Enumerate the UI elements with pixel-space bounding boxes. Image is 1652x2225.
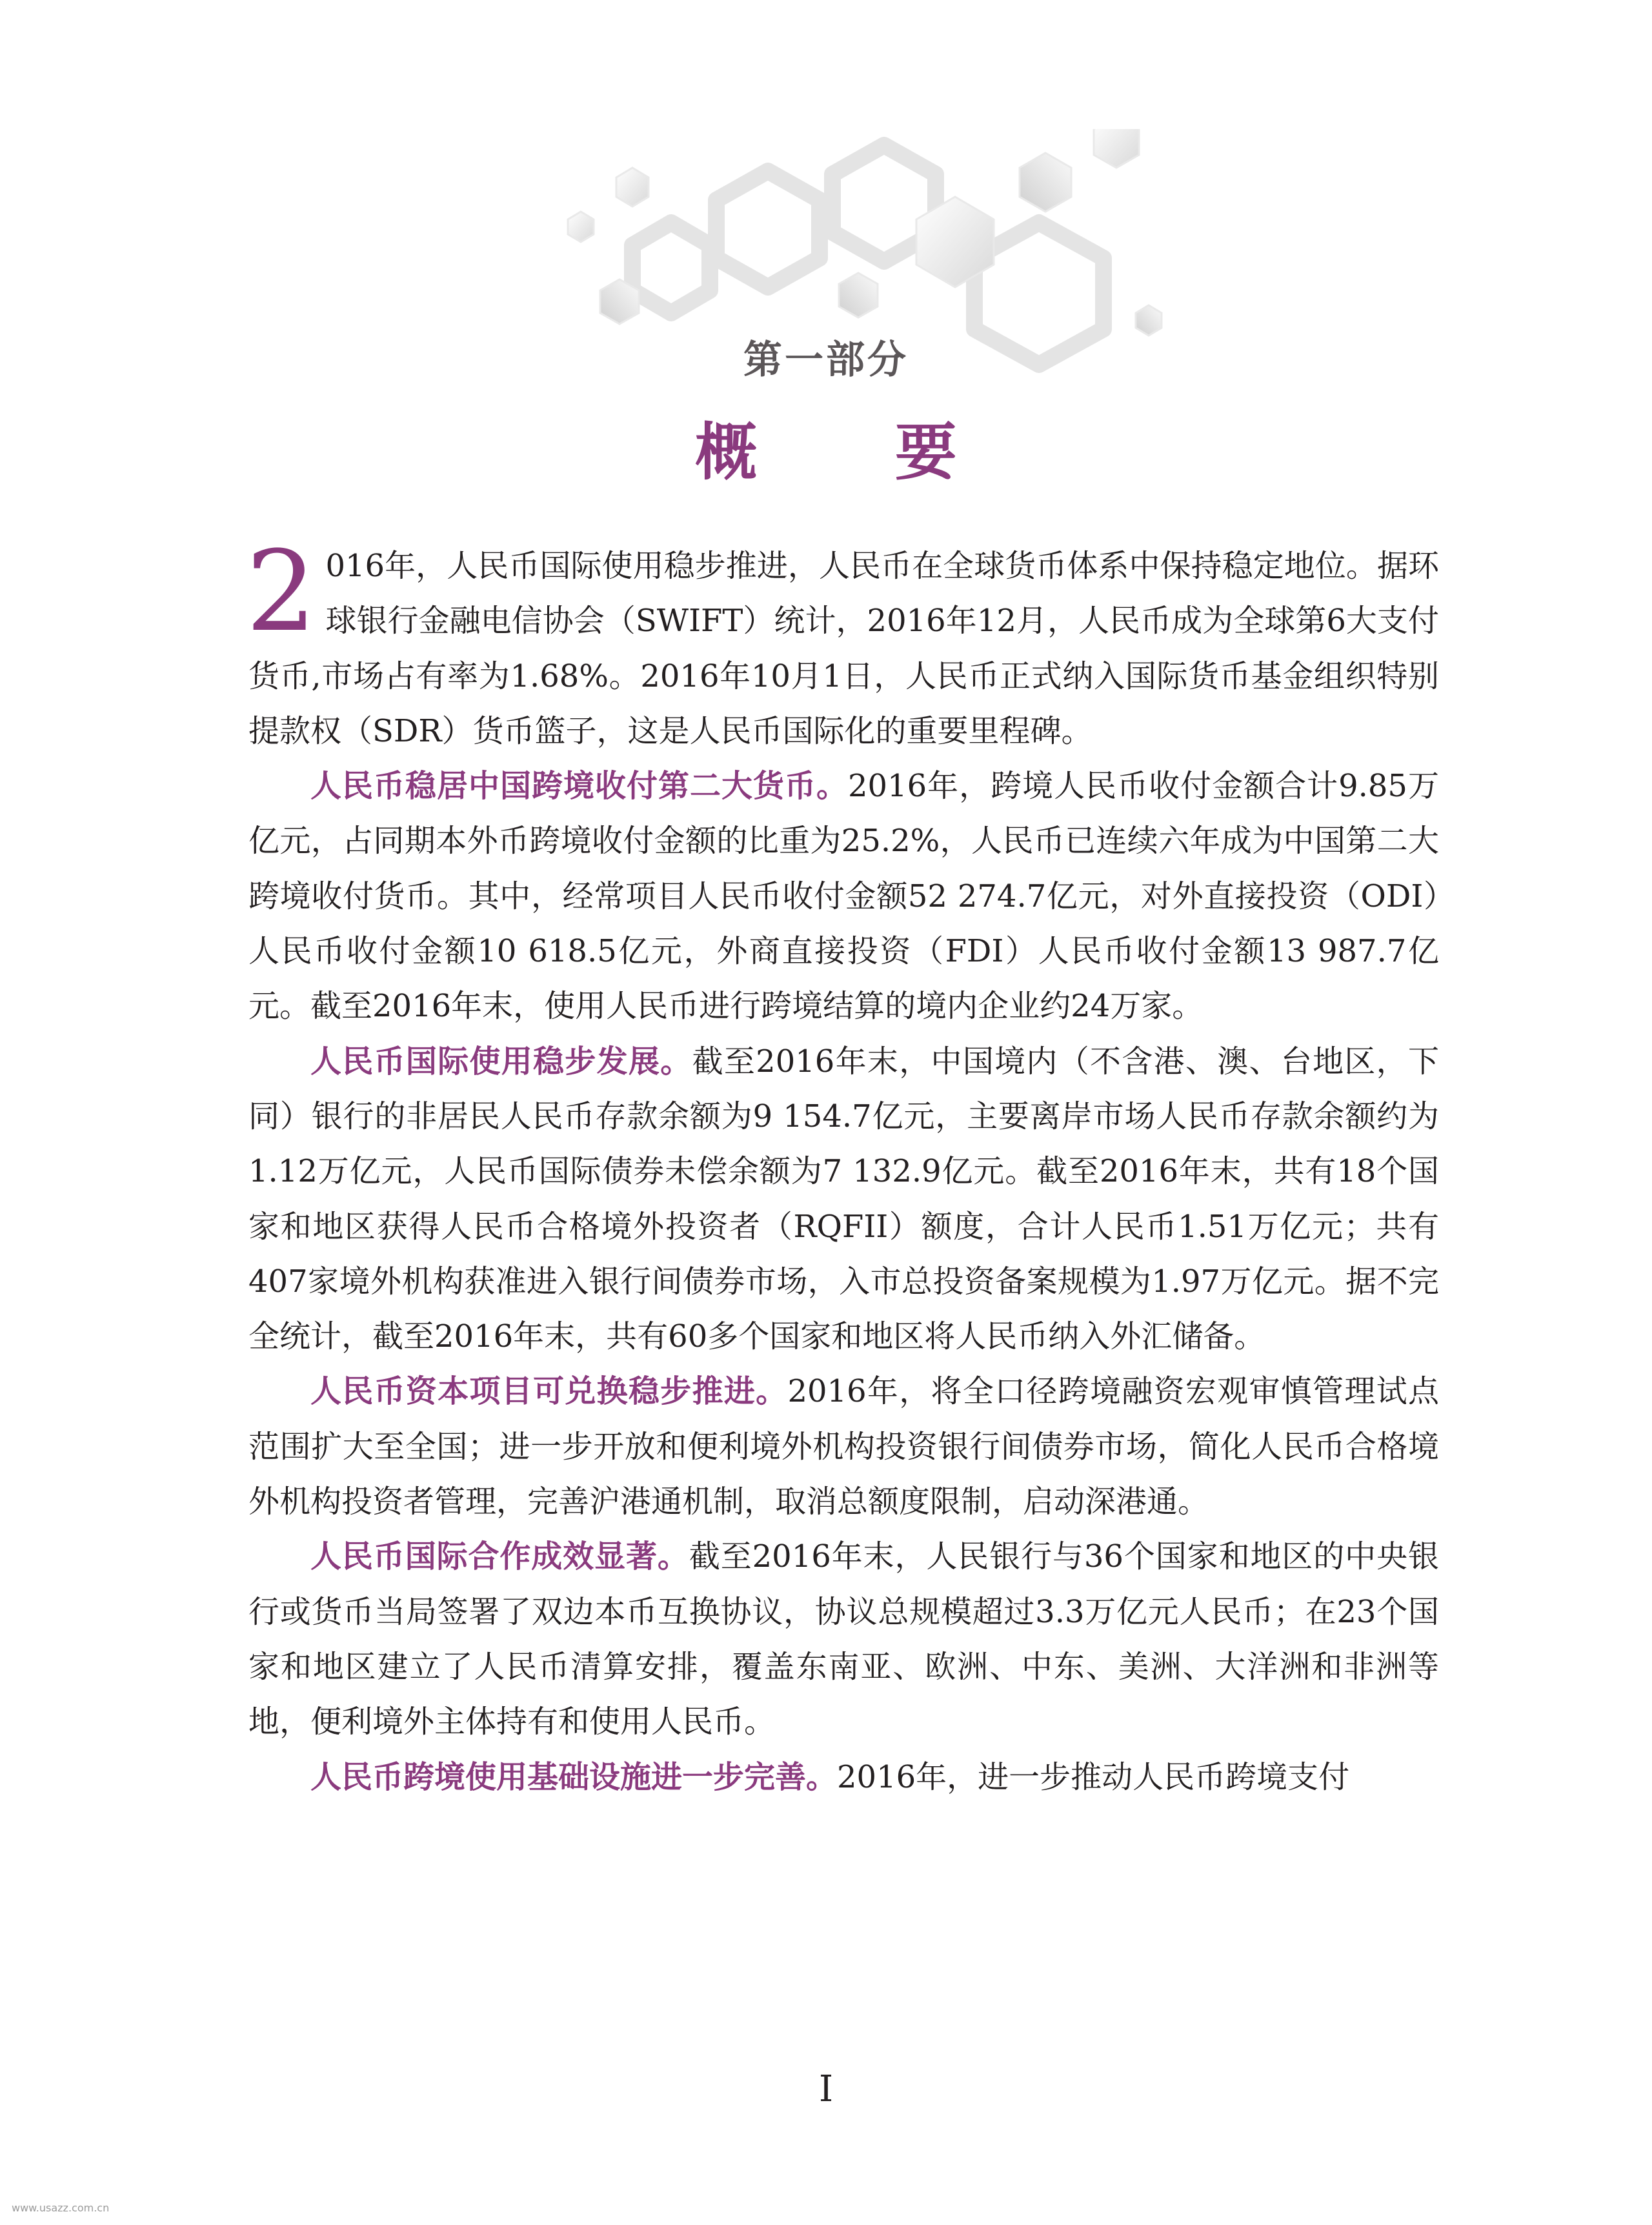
intro-text: 016年，人民币国际使用稳步推进，人民币在全球货币体系中保持稳定地位。据环球银行金融电信协会（SWIFT）统计，2016年12月，人民币成为全球第6大支付货币,市场占有率为1.68%。2016年10月1日，人民币正式纳入国际货币基金组织特别提款权（SDR）货币篮子，这是人民币国际化的重要里程碑。: [248, 548, 1439, 749]
page-number: I: [818, 2068, 834, 2110]
paragraph-text: 2016年，跨境人民币收付金额合计9.85万亿元，占同期本外币跨境收付金额的比重为25.2%，人民币已连续六年成为中国第二大跨境收付货币。其中，经常项目人民币收付金额52 274.7亿元，对外直接投资（ODI）人民币收付金额10 618.5亿元，外商直接投资（FDI）人民币收付金额13 987.7亿元。截至2016年末，使用人民币进行跨境结算的境内企业约24万家。: [248, 768, 1439, 1025]
paragraph-text: 2016年，进一步推动人民币跨境支付: [837, 1758, 1350, 1795]
paragraph-lead: 人民币资本项目可兑换稳步推进。: [310, 1373, 788, 1410]
watermark: www.usazz.com.cn: [12, 2202, 110, 2214]
paragraph-lead: 人民币跨境使用基础设施进一步完善。: [310, 1758, 838, 1795]
paragraph-text: 2016年，将全口径跨境融资宏观审慎管理试点范围扩大至全国；进一步开放和便利境外机构投资银行间债券市场，简化人民币合格境外机构投资者管理，完善沪港通机制，取消总额度限制，启动深港通。: [248, 1373, 1439, 1520]
part-label: 第一部分: [743, 337, 909, 383]
paragraph-cross-border-settlement: [248, 759, 1439, 1034]
chapter-title: 概 要: [695, 416, 996, 488]
paragraph-lead: 人民币国际使用稳步发展。: [310, 1043, 692, 1080]
paragraph-international-use: [248, 1034, 1439, 1365]
paragraph-international-cooperation: [248, 1529, 1439, 1749]
body-text: [246, 527, 1439, 1805]
paragraph-lead: 人民币稳居中国跨境收付第二大货币。: [310, 768, 848, 805]
paragraph-text: 截至2016年末，中国境内（不含港、澳、台地区，下同）银行的非居民人民币存款余额为9 154.7亿元，主要离岸市场人民币存款余额约为1.12万亿元，人民币国际债券未偿余额为7 132.9亿元。截至2016年末，共有18个国家和地区获得人民币合格境外投资者（RQFII）额度，合计人民币1.51万亿元；共有407家境外机构获准进入银行间债券市场，入市总投资备案规模为1.97万亿元。据不完全统计，截至2016年末，共有60多个国家和地区将人民币纳入外汇储备。: [248, 1043, 1439, 1355]
paragraph-lead: 人民币国际合作成效显著。: [310, 1538, 689, 1575]
paragraph-infrastructure: [248, 1750, 1439, 1805]
intro-paragraph: [246, 527, 1439, 759]
drop-cap: 2: [246, 527, 317, 656]
paragraph-text: 截至2016年末，人民银行与36个国家和地区的中央银行或货币当局签署了双边本币互换协议，协议总规模超过3.3万亿元人民币；在23个国家和地区建立了人民币清算安排，覆盖东南亚、欧洲、中东、美洲、大洋洲和非洲等地，便利境外主体持有和使用人民币。: [248, 1538, 1439, 1740]
hexagon-decoration: [555, 129, 1226, 432]
paragraph-capital-account: [248, 1364, 1439, 1529]
